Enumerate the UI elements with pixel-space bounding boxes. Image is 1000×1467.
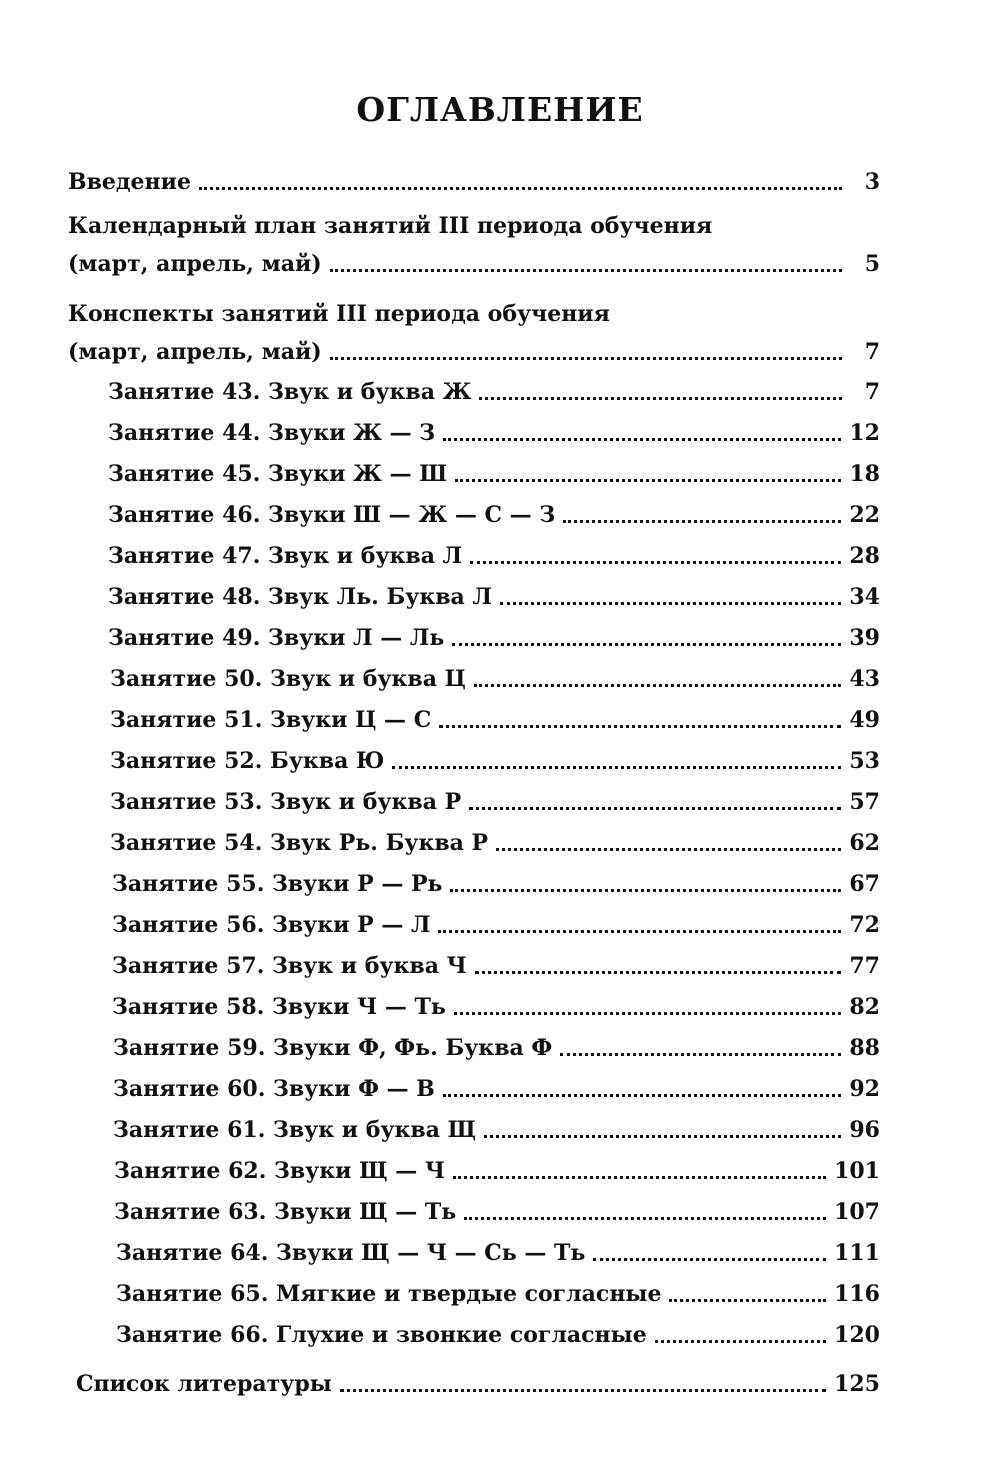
toc-page-number: 12	[849, 420, 880, 446]
toc-entry-lesson[interactable]	[110, 788, 880, 816]
toc-page-number: 88	[849, 1035, 880, 1061]
dot-leader	[453, 1176, 826, 1179]
toc-entry-text: Список литературы	[76, 1371, 332, 1397]
toc-entry-lesson[interactable]	[112, 993, 880, 1021]
dot-leader	[474, 684, 841, 687]
dot-leader	[452, 643, 841, 646]
toc-page-number: 18	[849, 461, 880, 487]
toc-page-number: 43	[849, 666, 880, 692]
dot-leader	[593, 1258, 826, 1261]
toc-page-number: 116	[834, 1281, 880, 1307]
toc-entry-text: Занятие 44. Звуки Ж — З	[108, 420, 436, 446]
toc-entry-lesson[interactable]	[108, 460, 880, 488]
dot-leader	[443, 1094, 841, 1097]
toc-entry-lesson[interactable]	[108, 542, 880, 570]
dot-leader	[669, 1299, 826, 1302]
toc-entry-introduction[interactable]	[68, 168, 880, 196]
toc-page-number: 107	[834, 1199, 880, 1225]
toc-page-number: 82	[849, 994, 880, 1020]
toc-page-number: 7	[864, 379, 880, 405]
toc-entry-text: Занятие 66. Глухие и звонкие согласные	[116, 1322, 647, 1348]
toc-entry-text: Занятие 51. Звуки Ц — С	[110, 707, 432, 733]
toc-page-number: 39	[849, 625, 880, 651]
toc-entry-lesson[interactable]	[116, 1239, 880, 1267]
toc-page-number: 77	[849, 953, 880, 979]
dot-leader	[655, 1340, 826, 1343]
toc-entry-lesson[interactable]	[108, 583, 880, 611]
dot-leader	[330, 357, 842, 360]
toc-entry-lesson[interactable]	[108, 501, 880, 529]
toc-entry-lesson[interactable]	[108, 378, 880, 406]
dot-leader	[330, 269, 842, 272]
toc-page-number: 57	[849, 789, 880, 815]
toc-entry-lesson[interactable]	[110, 747, 880, 775]
toc-entry-text: Занятие 45. Звуки Ж — Ш	[108, 461, 448, 487]
toc-entry-heading-line: Календарный план занятий III периода обучения	[68, 213, 713, 239]
toc-page-number: 28	[849, 543, 880, 569]
toc-entry-bibliography[interactable]	[76, 1370, 880, 1398]
dot-leader	[455, 479, 841, 482]
toc-page-number: 34	[849, 584, 880, 610]
dot-leader	[496, 848, 841, 851]
toc-entry-heading-line: Конспекты занятий III периода обучения	[68, 301, 610, 327]
toc-entry-text: Введение	[68, 169, 191, 195]
dot-leader	[464, 1217, 826, 1220]
dot-leader	[479, 397, 842, 400]
toc-page-number: 125	[834, 1371, 880, 1397]
dot-leader	[439, 725, 841, 728]
toc-entry-text: Занятие 52. Буква Ю	[110, 748, 385, 774]
toc-entry-lesson[interactable]	[114, 1198, 880, 1226]
toc-entry-text: Занятие 59. Звуки Ф, Фь. Буква Ф	[113, 1035, 553, 1061]
dot-leader	[443, 438, 841, 441]
toc-entry-lesson[interactable]	[110, 665, 880, 693]
toc-page-number: 101	[834, 1158, 880, 1184]
toc-entry-text: Занятие 58. Звуки Ч — Ть	[112, 994, 446, 1020]
toc-entry-text: Занятие 54. Звук Рь. Буква Р	[110, 830, 489, 856]
toc-entry-text: Занятие 53. Звук и буква Р	[110, 789, 462, 815]
toc-entry-lesson[interactable]	[110, 829, 880, 857]
toc-entry-lesson[interactable]	[110, 706, 880, 734]
toc-page-number: 5	[864, 251, 880, 277]
toc-entry-lesson[interactable]	[113, 1034, 880, 1062]
toc-page-number: 120	[834, 1322, 880, 1348]
toc-entry-lesson-notes[interactable]	[68, 338, 880, 366]
dot-leader	[450, 889, 841, 892]
dot-leader	[199, 187, 842, 190]
toc-entry-lesson[interactable]	[116, 1280, 880, 1308]
toc-entry-text: Занятие 48. Звук Ль. Буква Л	[108, 584, 492, 610]
dot-leader	[500, 602, 841, 605]
toc-page-number: 22	[849, 502, 880, 528]
dot-leader	[454, 1012, 842, 1015]
toc-entry-text: (март, апрель, май)	[68, 339, 322, 365]
toc-page-number: 67	[849, 871, 880, 897]
toc-entry-text: Занятие 56. Звуки Р — Л	[112, 912, 431, 938]
dot-leader	[484, 1135, 841, 1138]
toc-page-number: 3	[864, 169, 880, 195]
toc-page-number: 72	[849, 912, 880, 938]
toc-page-number: 96	[849, 1117, 880, 1143]
toc-entry-text: Занятие 55. Звуки Р — Рь	[112, 871, 443, 897]
toc-page-number: 92	[849, 1076, 880, 1102]
dot-leader	[475, 971, 842, 974]
toc-entry-lesson[interactable]	[112, 870, 880, 898]
toc-entry-lesson[interactable]	[108, 624, 880, 652]
toc-entry-text: Занятие 47. Звук и буква Л	[108, 543, 463, 569]
toc-entry-lesson[interactable]	[112, 952, 880, 980]
toc-entry-lesson[interactable]	[112, 911, 880, 939]
dot-leader	[340, 1389, 826, 1392]
toc-page-number: 111	[834, 1240, 880, 1266]
toc-entry-text: Занятие 62. Звуки Щ — Ч	[114, 1158, 445, 1184]
toc-entry-calendar-plan[interactable]	[68, 250, 880, 278]
toc-entry-lesson[interactable]	[116, 1321, 880, 1349]
dot-leader	[560, 1053, 841, 1056]
toc-entry-text: Занятие 49. Звуки Л — Ль	[108, 625, 445, 651]
toc-entry-text: Занятие 63. Звуки Щ — Ть	[114, 1199, 457, 1225]
page-title: ОГЛАВЛЕНИЕ	[356, 90, 644, 129]
dot-leader	[563, 520, 841, 523]
toc-page-number: 53	[849, 748, 880, 774]
toc-page-number: 62	[849, 830, 880, 856]
dot-leader	[392, 766, 841, 769]
toc-entry-text: (март, апрель, май)	[68, 251, 322, 277]
toc-entry-lesson[interactable]	[113, 1075, 880, 1103]
toc-entry-text: Занятие 60. Звуки Ф — В	[113, 1076, 435, 1102]
dot-leader	[470, 561, 841, 564]
toc-entry-lesson[interactable]	[113, 1116, 880, 1144]
dot-leader	[469, 807, 841, 810]
toc-entry-text: Занятие 43. Звук и буква Ж	[108, 379, 472, 405]
toc-entry-text: Занятие 64. Звуки Щ — Ч — Сь — Ть	[116, 1240, 586, 1266]
toc-entry-text: Занятие 65. Мягкие и твердые согласные	[116, 1281, 662, 1307]
toc-page-number: 49	[849, 707, 880, 733]
toc-entry-lesson[interactable]	[108, 419, 880, 447]
toc-entry-text: Занятие 61. Звук и буква Щ	[113, 1117, 477, 1143]
toc-entry-text: Занятие 57. Звук и буква Ч	[112, 953, 467, 979]
toc-page-number: 7	[864, 339, 880, 365]
toc-entry-text: Занятие 46. Звуки Ш — Ж — С — З	[108, 502, 556, 528]
dot-leader	[438, 930, 841, 933]
toc-entry-lesson[interactable]	[114, 1157, 880, 1185]
toc-entry-text: Занятие 50. Звук и буква Ц	[110, 666, 466, 692]
